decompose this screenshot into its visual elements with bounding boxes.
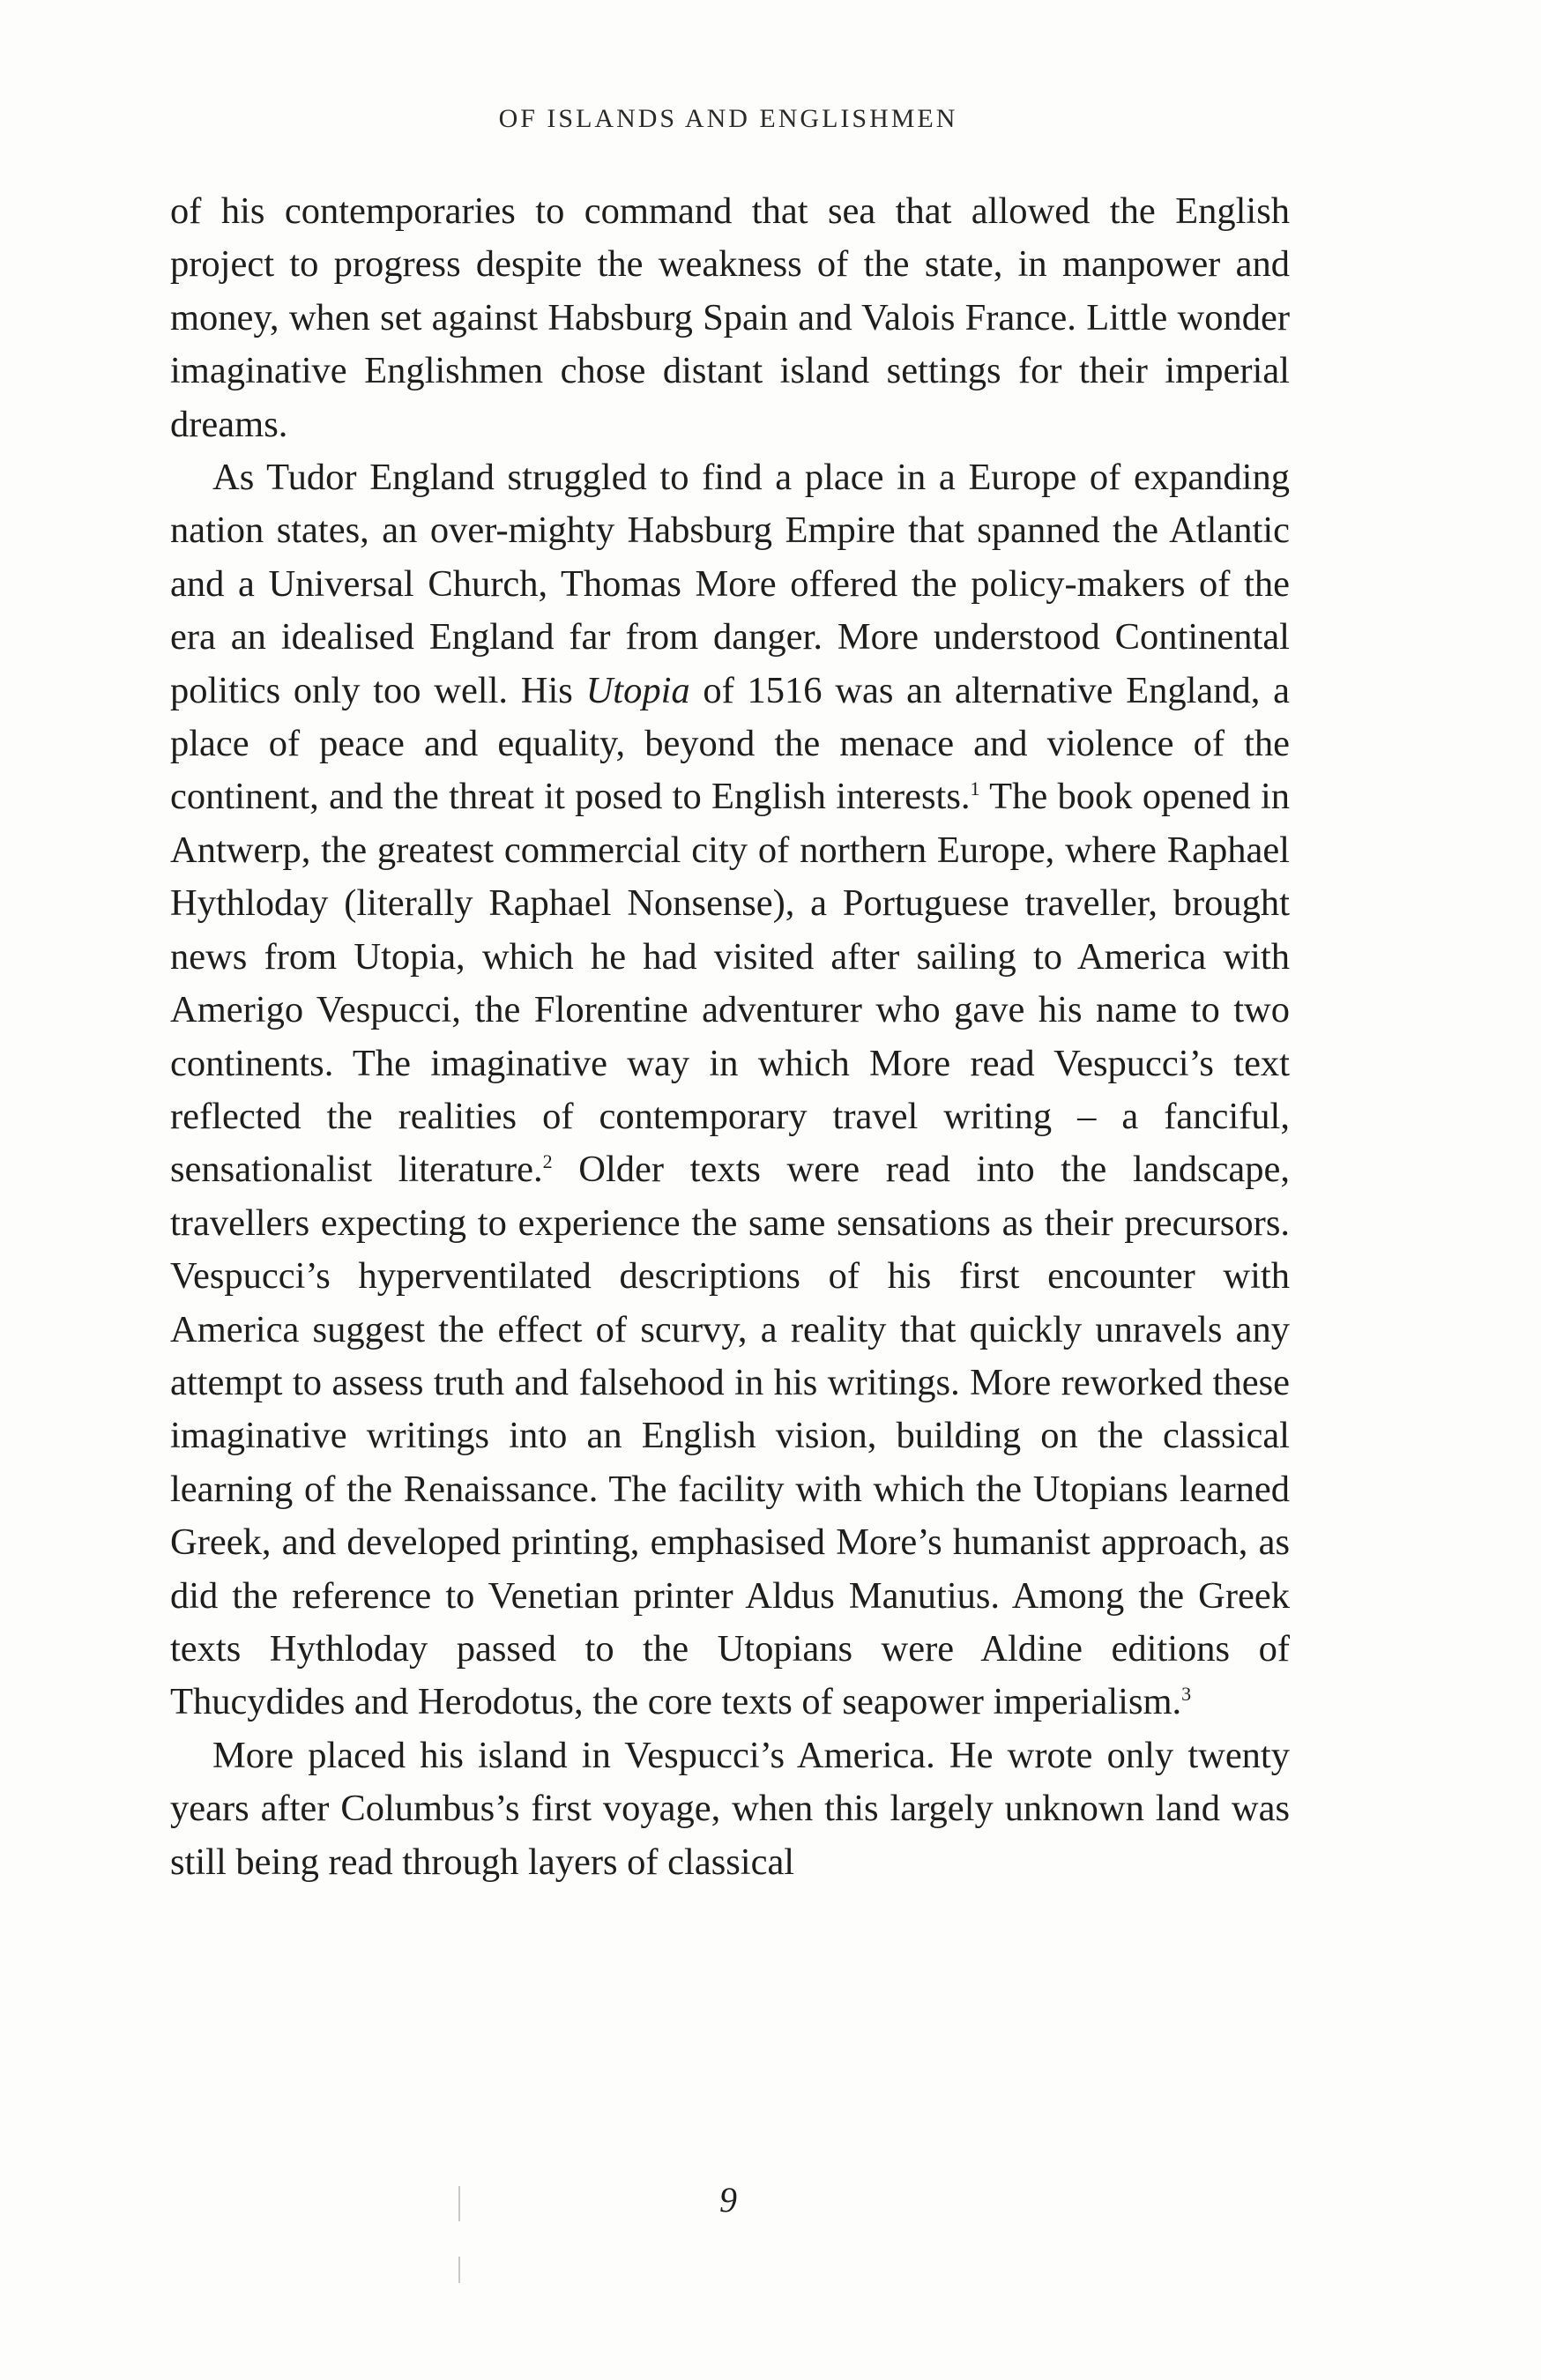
text-run: More placed his island in Vespucci’s America. He wrote only twenty years after Columbus’s first voyage, when this largely unknown land was still being read through layers of classical <box>170 1734 1290 1883</box>
text-run: As Tudor England struggled to find a place in a Europe of expanding nation states, an over-mighty Habsburg Empire that spanned the Atlantic and a Universal Church, Thomas More offered the policy-makers of the era an idealised England far from danger. More understood Continental politics only too well. His <box>170 457 1290 711</box>
text-run: of his contemporaries to command that sea that allowed the English project to progress despite the weakness of the state, in manpower and money, when set against Habsburg Spain and Valois France. Little wonder imaginative Englishmen chose distant island settings for their imperial dreams. <box>170 190 1290 445</box>
footnote-marker: 1 <box>970 777 980 800</box>
footnote-marker: 2 <box>542 1150 553 1173</box>
running-head: OF ISLANDS AND ENGLISHMEN <box>498 104 958 133</box>
body-text <box>170 185 1290 1889</box>
text-run: The book opened in Antwerp, the greatest commercial city of northern Europe, where Raphael Hythloday (literally Raphael Nonsense), a Portuguese traveller, brought news from Utopia, which he had visited after sailing to America with Amerigo Vespucci, the Florentine adventurer who gave his name to two continents. The imaginative way in which More read Vespucci’s text reflected the realities of contemporary travel writing – a fanciful, sensationalist literature. <box>170 776 1291 1191</box>
scan-mark <box>458 2257 460 2283</box>
paragraph <box>170 1729 1290 1889</box>
paragraph <box>170 185 1290 451</box>
text-run: Older texts were read into the landscape, travellers expecting to experience the same sensations as their precursors. Vespucci’s hyperventilated descriptions of his first encounter with America suggest the effect of scurvy, a reality that quickly unravels any attempt to assess truth and falsehood in his writings. More reworked these imaginative writings into an English vision, building on the classical learning of the Renaissance. The facility with which the Utopians learned Greek, and developed printing, emphasised More’s humanist approach, as did the reference to Venetian printer Aldus Manutius. Among the Greek texts Hythloday passed to the Utopians were Aldine editions of Thucydides and Herodotus, the core texts of seapower imperialism. <box>170 1149 1290 1723</box>
scan-mark <box>458 2186 460 2221</box>
text-run: of 1516 was an alternative England, a place of peace and equality, beyond the menace and violence of the continent, and the threat it posed to English interests. <box>170 669 1290 818</box>
italic-title: Utopia <box>585 669 690 711</box>
paragraph <box>170 451 1290 1729</box>
page-number: 9 <box>719 2180 737 2220</box>
footnote-marker: 3 <box>1181 1683 1192 1706</box>
